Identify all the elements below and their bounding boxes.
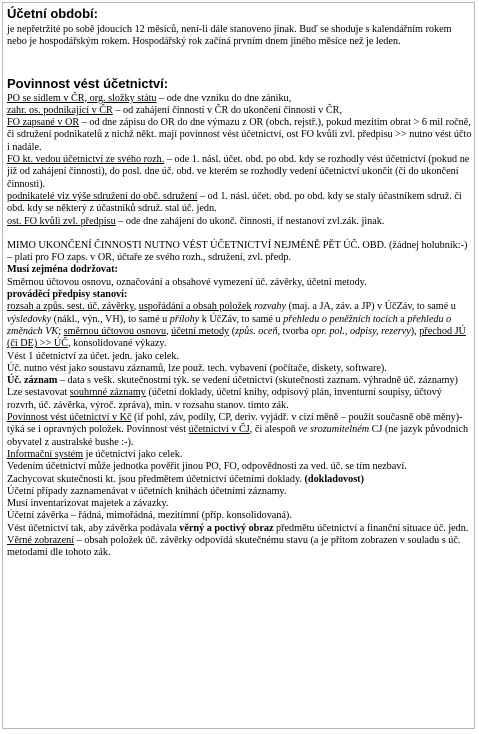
informacni-system-text: Informační systém je účetnictví jako celek. — [7, 448, 183, 460]
verny-obraz-text: Vést účetnictví tak, aby závěrka podávala věrný a poctivý obraz předmětu účetnictví a finanční situace úč. jedn. — [7, 522, 469, 534]
section-title-povinnost: Povinnost vést účetnictví: — [7, 75, 169, 91]
musi-dodrzovat-heading: Musí zejména dodržovat: — [7, 264, 118, 276]
uc-zaznam-text: Úč. záznam – data s vešk. skutečnostmi týk. se vedení účetnictví (skutečnosti zaznam. výhradně úč. záznamy) — [7, 375, 458, 387]
duty-item-zahr: zahr. os. podnikající v ČR – od zahájení činnosti v ČR do ukončení činnosti v ČR, — [7, 104, 343, 116]
dokladovost-text: Zachycovat skutečnosti kt. jsou předmětem účetnictví účetními doklady. (dokladovost) — [7, 473, 364, 485]
smerna-osnova-text: Směrnou účtovou osnovu, označování a obsahové vymezení úč. závěrky, účetní metody. — [7, 276, 367, 288]
duty-item-ost-fo: ost. FO kvůli zvl. předpisu – ode dne zahájení do ukonč. činnosti, if nestanoví zvl.zák. jinak. — [7, 215, 385, 227]
duty-item-fo-rozh: FO kt. vedou účetnictví ze svého rozh. – ode 1. násl. účet. obd. po obd. kdy se rozhodly vést účetnictví (pokud ne již od zahájení činnosti), do posl. dne úč. obd. ve kterém se rozhodly vedení účetnictví ukončit (či do ukončení činnosti). — [7, 154, 470, 190]
section-title-ucetni-obdobi: Účetní období: — [7, 6, 98, 21]
provadeci-predpisy-heading: prováděcí předpisy stanoví: — [7, 289, 128, 301]
vest-jedno-ucetnictvi: Vést 1 účetnictví za účet. jedn. jako celek. — [7, 350, 179, 362]
ucetni-zaverka-text: Účetní závěrka – řádná, mimořádná, mezitímní (příp. konsolidovaná). — [7, 510, 292, 522]
inventarizace-text: Musí inventarizovat majetek a závazky. — [7, 498, 169, 510]
ucetni-obdobi-text: je nepřetržité po sobě jdoucích 12 měsíců, není-li dále stanoveno jinak. Buď se shoduje s kalendářním rokem nebo je hospodářským rokem. Hospodářský rok začíná prvním dnem jiného měsíce než je leden. — [7, 24, 452, 48]
provadeci-predpisy-text: rozsah a způs. sest. úč. závěrky, uspořádání a obsah položek rozvahy (maj. a JA, záv. a JP) v ÚčZáv, to samé u výsledovky (nákl., výn., VH), to samé u přílohy k ÚčZáv, to samé u přehledu o peněžních tocích a přehledu o změnách VK; směrnou účtovou osnovu, účetní metody (způs. oceň, tvorba opr. pol., odpisy, rezervy), přechod JÚ (či DE) >> ÚČ, konsolidované výkazy. — [7, 301, 466, 350]
duty-item-sdruzeni: podnikatelé viz výše sdružení do obč. sdružení – od 1. násl. účet. obd. po obd. kdy se staly účastníkem sdruž. či obd. kdy se některý z účastníků sdruž. stal úč. jedn. — [7, 190, 462, 215]
mena-jazyk-text: Povinnost vést účetnictví v Kč (if pohl, záv, podíly, CP, deriv. vyjádř. v cizí měně – použít současně obě měny)-týká se i opravných položek. Povinnost vést účetnictví v ČJ, či alespoň ve srozumitelném CJ (ne jazyk původních obyvatel z australské bushe :-). — [7, 412, 469, 448]
soustava-zaznamu-text: Úč. nutno vést jako soustavu záznamů, lze použ. tech. vybavení (počítače, diskety, software). — [7, 362, 387, 374]
vedeni-povereni-text: Vedením účetnictví může jednotka pověřit jinou PO, FO, odpovědnosti za ved. úč. se tím nezbaví. — [7, 461, 407, 473]
duty-item-po: PO se sídlem v ČR, org. složky státu – ode dne vzniku do dne zániku, — [7, 92, 292, 104]
spacer — [7, 228, 472, 240]
ucetni-pripady-text: Účetní případy zaznamenávat v účetních knihách účetními záznamy. — [7, 485, 287, 497]
mimo-ukonceni-text: MIMO UKONČENÍ ČINNOSTI NUTNO VÉST ÚČETNICTVÍ NEJMÉNĚ PĚT ÚČ. OBD. (žádnej holubník:-) – platí pro FO zaps. v OR, účtaře ze svého rozh., sdružení, zvl. předp. — [7, 239, 468, 264]
document-page — [2, 2, 475, 729]
souhrnne-zaznamy-text: Lze sestavovat souhrnné záznamy (účetní doklady, účetní knihy, odpisový plán, inventurní soupisy, účtový rozvrh, úč. závěrka, výroč. zpráva), min. v rozsahu stanov. tímto zák. — [7, 387, 442, 411]
verne-zobrazeni-text: Věrné zobrazení – obsah položek úč. závěrky odpovídá skutečnému stavu (a je přitom zobrazen v souladu s úč. metodami dle tohoto zák. — [7, 534, 461, 559]
duty-item-fo-or: FO zapsané v OR – od dne zápisu do OR do dne výmazu z OR (obch. rejstř.), pokud mezitím obrat > 6 mil ročně, či sdružení podnikatelů z nichž někt. mají povinnost vést účetnictví, ost FO kvůli zvl. předpisu >> nutno vést účto i nadále. — [7, 117, 472, 153]
